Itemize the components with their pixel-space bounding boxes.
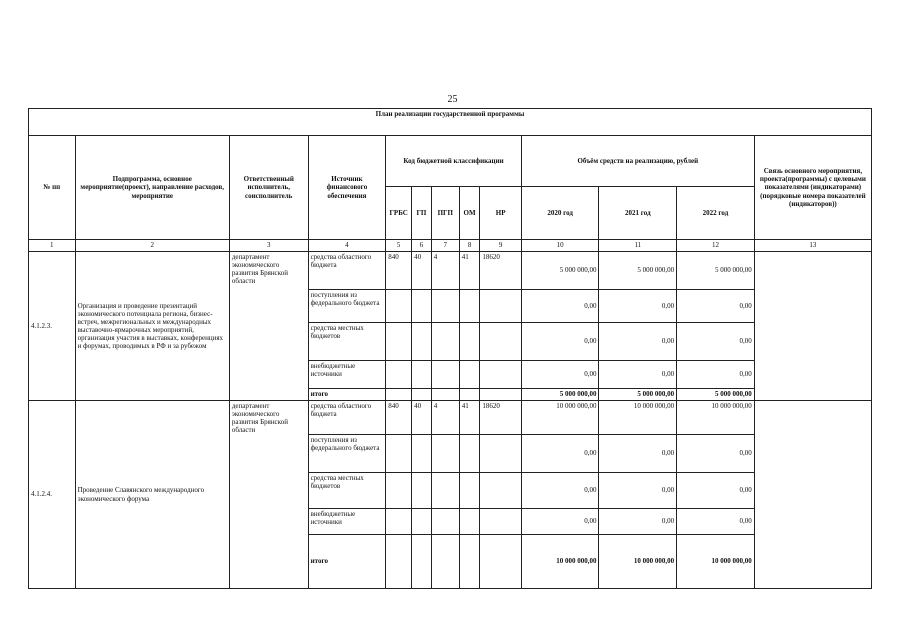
code-grbs (386, 290, 412, 323)
funding-source: поступления из федерального бюджета (308, 290, 386, 323)
code-grbs (386, 323, 412, 361)
column-number: 6 (412, 240, 432, 252)
funding-source-total: итого (308, 535, 386, 589)
code-grbs (386, 435, 412, 473)
amount-2021: 0,00 (599, 473, 677, 509)
code-np (480, 389, 521, 401)
code-np (480, 435, 521, 473)
total-2021: 10 000 000,00 (599, 535, 677, 589)
amount-2021: 0,00 (599, 509, 677, 535)
amount-2022: 10 000 000,00 (677, 401, 755, 435)
code-om (459, 473, 480, 509)
amount-2022: 0,00 (677, 435, 755, 473)
header-grbs: ГРБС (386, 187, 412, 240)
amount-2021: 0,00 (599, 361, 677, 389)
code-np (480, 509, 521, 535)
code-om (459, 509, 480, 535)
column-number: 9 (480, 240, 521, 252)
code-np (480, 473, 521, 509)
funding-source: средства местных бюджетов (308, 323, 386, 361)
code-gp (412, 389, 432, 401)
amount-2020: 0,00 (521, 473, 599, 509)
amount-2022: 0,00 (677, 473, 755, 509)
table-title: План реализации государственной программы (29, 109, 872, 136)
code-pgp (431, 389, 459, 401)
header-budget-code: Код бюджетной классификации (386, 136, 522, 187)
code-gp (412, 290, 432, 323)
amount-2021: 5 000 000,00 (599, 252, 677, 290)
amount-2020: 0,00 (521, 435, 599, 473)
header-link: Связь основного мероприятия, проекта(программы) с целевыми показателями (индикаторами) (порядковые номера показателей (индикаторов)) (754, 136, 871, 240)
program-plan-table (28, 108, 872, 589)
code-pgp (431, 323, 459, 361)
code-pgp (431, 435, 459, 473)
code-om: 41 (459, 252, 480, 290)
amount-2020: 0,00 (521, 290, 599, 323)
amount-2021: 0,00 (599, 323, 677, 361)
code-gp (412, 361, 432, 389)
header-gp: ГП (412, 187, 432, 240)
amount-2022: 0,00 (677, 509, 755, 535)
header-num: № пп (29, 136, 76, 240)
code-grbs: 840 (386, 401, 412, 435)
column-number: 5 (386, 240, 412, 252)
column-number: 1 (29, 240, 76, 252)
amount-2022: 5 000 000,00 (677, 252, 755, 290)
column-number: 8 (459, 240, 480, 252)
column-number: 13 (754, 240, 871, 252)
column-numbers-row (29, 240, 872, 252)
code-grbs (386, 509, 412, 535)
amount-2020: 5 000 000,00 (521, 252, 599, 290)
header-2022: 2022 год (677, 187, 755, 240)
column-number: 12 (677, 240, 755, 252)
activity-name: Организация и проведение презентаций экономического потенциала региона, бизнес-встреч, межрегиональных и международных выставочно-ярмарочных мероприятий, организация участия в выставках, конференциях и форумах, проводимых в РФ и за рубежом (75, 252, 229, 401)
code-gp: 40 (412, 401, 432, 435)
funding-source: поступления из федерального бюджета (308, 435, 386, 473)
header-2021: 2021 год (599, 187, 677, 240)
header-2020: 2020 год (521, 187, 599, 240)
code-grbs (386, 361, 412, 389)
code-np: 18620 (480, 401, 521, 435)
total-2022: 10 000 000,00 (677, 535, 755, 589)
funding-source-total: итого (308, 389, 386, 401)
code-np (480, 323, 521, 361)
code-om (459, 535, 480, 589)
code-pgp (431, 473, 459, 509)
header-np: НР (480, 187, 521, 240)
code-np: 18620 (480, 252, 521, 290)
row-number: 4.1.2.3. (29, 252, 76, 401)
code-np (480, 535, 521, 589)
amount-2022: 0,00 (677, 361, 755, 389)
code-pgp: 4 (431, 401, 459, 435)
amount-2021: 0,00 (599, 435, 677, 473)
code-np (480, 290, 521, 323)
amount-2020: 0,00 (521, 323, 599, 361)
total-2020: 5 000 000,00 (521, 389, 599, 401)
code-pgp (431, 509, 459, 535)
indicator-link (754, 401, 871, 589)
code-pgp (431, 361, 459, 389)
responsible-executor: департамент экономического развития Брянской области (229, 252, 308, 401)
code-om (459, 435, 480, 473)
table-row (29, 401, 872, 435)
funding-source: внебюджетные источники (308, 509, 386, 535)
amount-2020: 0,00 (521, 361, 599, 389)
amount-2020: 10 000 000,00 (521, 401, 599, 435)
code-gp (412, 535, 432, 589)
total-2022: 5 000 000,00 (677, 389, 755, 401)
indicator-link (754, 252, 871, 401)
code-gp (412, 473, 432, 509)
code-om (459, 361, 480, 389)
code-om (459, 389, 480, 401)
funding-source: средства областного бюджета (308, 252, 386, 290)
row-number: 4.1.2.4. (29, 401, 76, 589)
amount-2021: 10 000 000,00 (599, 401, 677, 435)
column-number: 4 (308, 240, 386, 252)
header-volume: Объём средств на реализацию, рублей (521, 136, 754, 187)
code-gp (412, 323, 432, 361)
column-number: 2 (75, 240, 229, 252)
code-grbs (386, 389, 412, 401)
code-np (480, 361, 521, 389)
code-om (459, 290, 480, 323)
column-number: 7 (431, 240, 459, 252)
header-subprogram: Подпрограмма, основное мероприятие(проект), направление расходов, мероприятие (75, 136, 229, 240)
header-responsible: Ответственный исполнитель, соисполнитель (229, 136, 308, 240)
amount-2022: 0,00 (677, 323, 755, 361)
activity-name: Проведение Славянского международного экономического форума (75, 401, 229, 589)
code-om: 41 (459, 401, 480, 435)
code-pgp (431, 290, 459, 323)
header-om: ОМ (459, 187, 480, 240)
total-2021: 5 000 000,00 (599, 389, 677, 401)
funding-source: внебюджетные источники (308, 361, 386, 389)
total-2020: 10 000 000,00 (521, 535, 599, 589)
funding-source: средства местных бюджетов (308, 473, 386, 509)
table-row (29, 252, 872, 290)
amount-2022: 0,00 (677, 290, 755, 323)
code-gp: 40 (412, 252, 432, 290)
header-source: Источник финансового обеспечения (308, 136, 386, 240)
code-grbs (386, 473, 412, 509)
code-om (459, 323, 480, 361)
page-number: 25 (447, 94, 458, 105)
column-number: 10 (521, 240, 599, 252)
header-pgp: ПГП (431, 187, 459, 240)
code-grbs (386, 535, 412, 589)
amount-2020: 0,00 (521, 509, 599, 535)
code-grbs: 840 (386, 252, 412, 290)
code-gp (412, 435, 432, 473)
code-gp (412, 509, 432, 535)
funding-source: средства областного бюджета (308, 401, 386, 435)
column-number: 3 (229, 240, 308, 252)
amount-2021: 0,00 (599, 290, 677, 323)
responsible-executor: департамент экономического развития Брянской области (229, 401, 308, 589)
column-number: 11 (599, 240, 677, 252)
code-pgp: 4 (431, 252, 459, 290)
code-pgp (431, 535, 459, 589)
